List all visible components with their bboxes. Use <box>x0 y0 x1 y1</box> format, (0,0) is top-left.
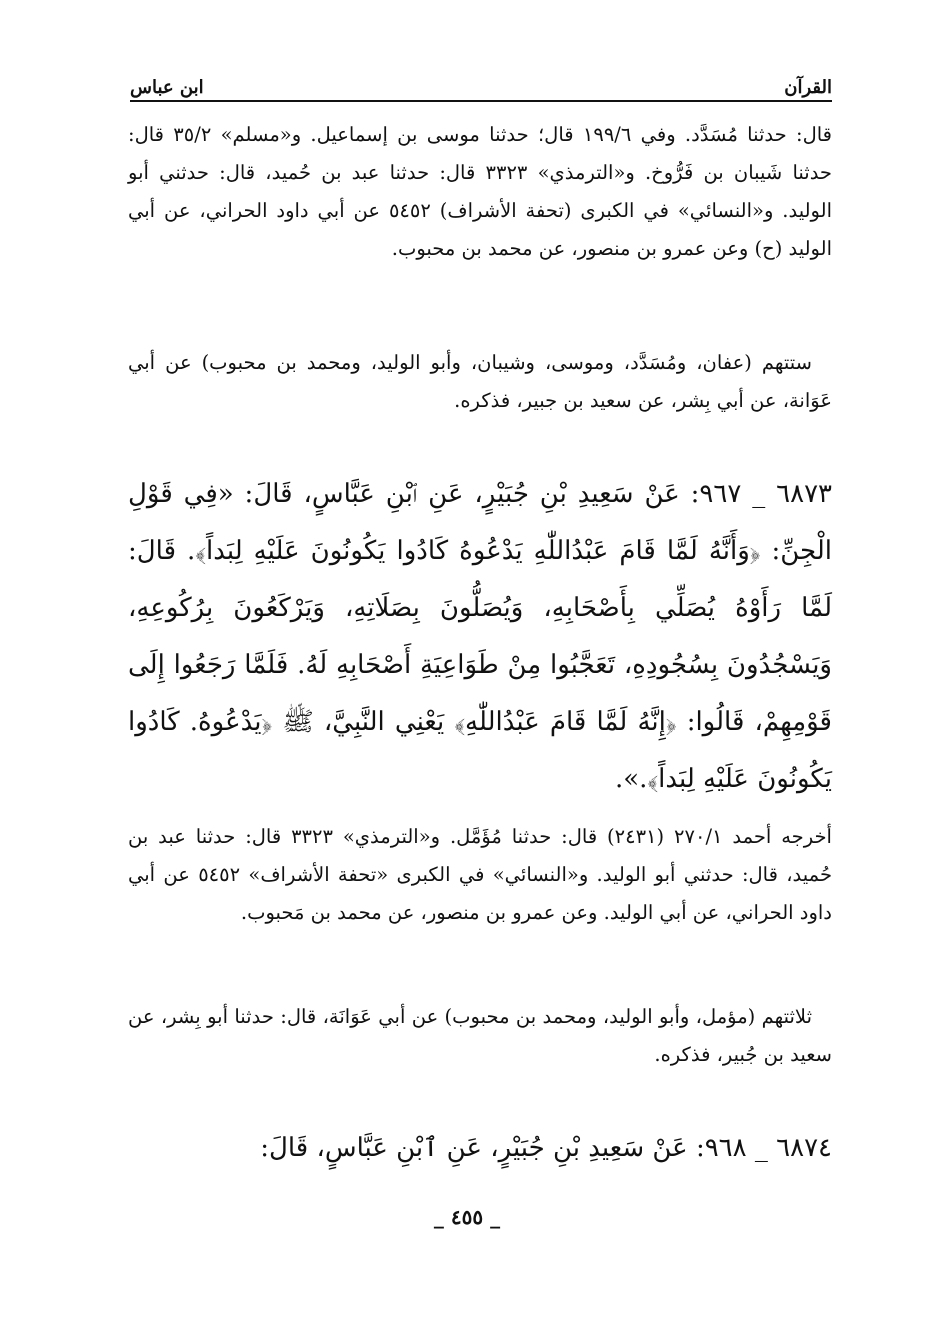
running-header <box>130 74 832 102</box>
takhrij-paragraph-2: أخرجه أحمد ٢٧٠/١ (٢٤٣١) قال: حدثنا مُؤَمَّل. و«الترمذي» ٣٣٢٣ قال: حدثنا عبد بن حُميد، قال: حدثني أبو الوليد. و«النسائي» في الكبرى «تحفة الأشراف» ٥٤٥٢ عن أبي داود الحراني، عن أبي الوليد. وعن عمرو بن منصور، عن محمد بن مَحبوب. <box>128 825 832 924</box>
header-book-title: القرآن <box>776 77 832 100</box>
isnad-summary-1: ستتهم (عفان، ومُسَدَّد، وموسى، وشيبان، وأبو الوليد، ومحمد بن محبوب) عن أبي عَوَانة، عن أبي بِشر، عن سعيد بن جبير، فذكره. <box>128 351 832 412</box>
page-number: _ ٤٥٥ _ <box>433 1205 501 1229</box>
isnad-summary-2: ثلاثتهم (مؤمل، وأبو الوليد، ومحمد بن محبوب) عن أبي عَوَانَة، قال: حدثنا أبو بِشر، عن سعيد بن جُبير، فذكره. <box>128 1005 832 1066</box>
header-section-title: ابن عباس <box>130 77 212 100</box>
takhrij-paragraph-1: قال: حدثنا مُسَدَّد. وفي ١٩٩/٦ قال؛ حدثنا موسى بن إسماعيل. و«مسلم» ٣٥/٢ قال: حدثنا شَيبان بن فَرُّوخ. و«الترمذي» ٣٣٢٣ قال: حدثنا عبد بن حُميد، قال: حدثني أبو الوليد. و«النسائي» في الكبرى (تحفة الأشراف) ٥٤٥٢ عن أبي داود الحراني، عن أبي الوليد (ح) وعن عمرو بن منصور، عن محمد بن محبوب. <box>128 123 833 260</box>
hadith-6873-text: ٦٨٧٣ _ ٩٦٧: عَنْ سَعِيدِ بْنِ جُبَيْرٍ، عَنِ ٱبْنِ عَبَّاسٍ، قَالَ: «فِي قَوْلِ الْجِنِّ: ﴿وَأَنَّهُ لَمَّا قَامَ عَبْدُاللّٰهِ يَدْعُوهُ كَادُوا يَكُونُونَ عَلَيْهِ لِبَداً﴾. قَالَ: لَمَّا رَأَوْهُ يُصَلِّي بِأَصْحَابِهِ، وَيُصَلُّونَ بِصَلَاتِهِ، وَيَرْكَعُونَ بِرُكُوعِهِ، وَيَسْجُدُونَ بِسُجُودِهِ، تَعَجَّبُوا مِنْ طَوَاعِيَةِ أَصْحَابِهِ لَهُ. فَلَمَّا رَجَعُوا إِلَى قَوْمِهِمْ، قَالُوا: ﴿إِنَّهُ لَمَّا قَامَ عَبْدُاللّٰهِ﴾ يَعْنِي النَّبِيَّ، ﷺ ﴿يَدْعُوهُ. كَادُوا يَكُونُونَ عَلَيْهِ لِبَداً﴾.». <box>128 479 832 794</box>
hadith-6874-heading: ٦٨٧٤ _ ٩٦٨: عَنْ سَعِيدِ بْنِ جُبَيْرٍ، عَنِ ٱبْنِ عَبَّاسٍ، قَالَ: <box>260 1133 832 1163</box>
